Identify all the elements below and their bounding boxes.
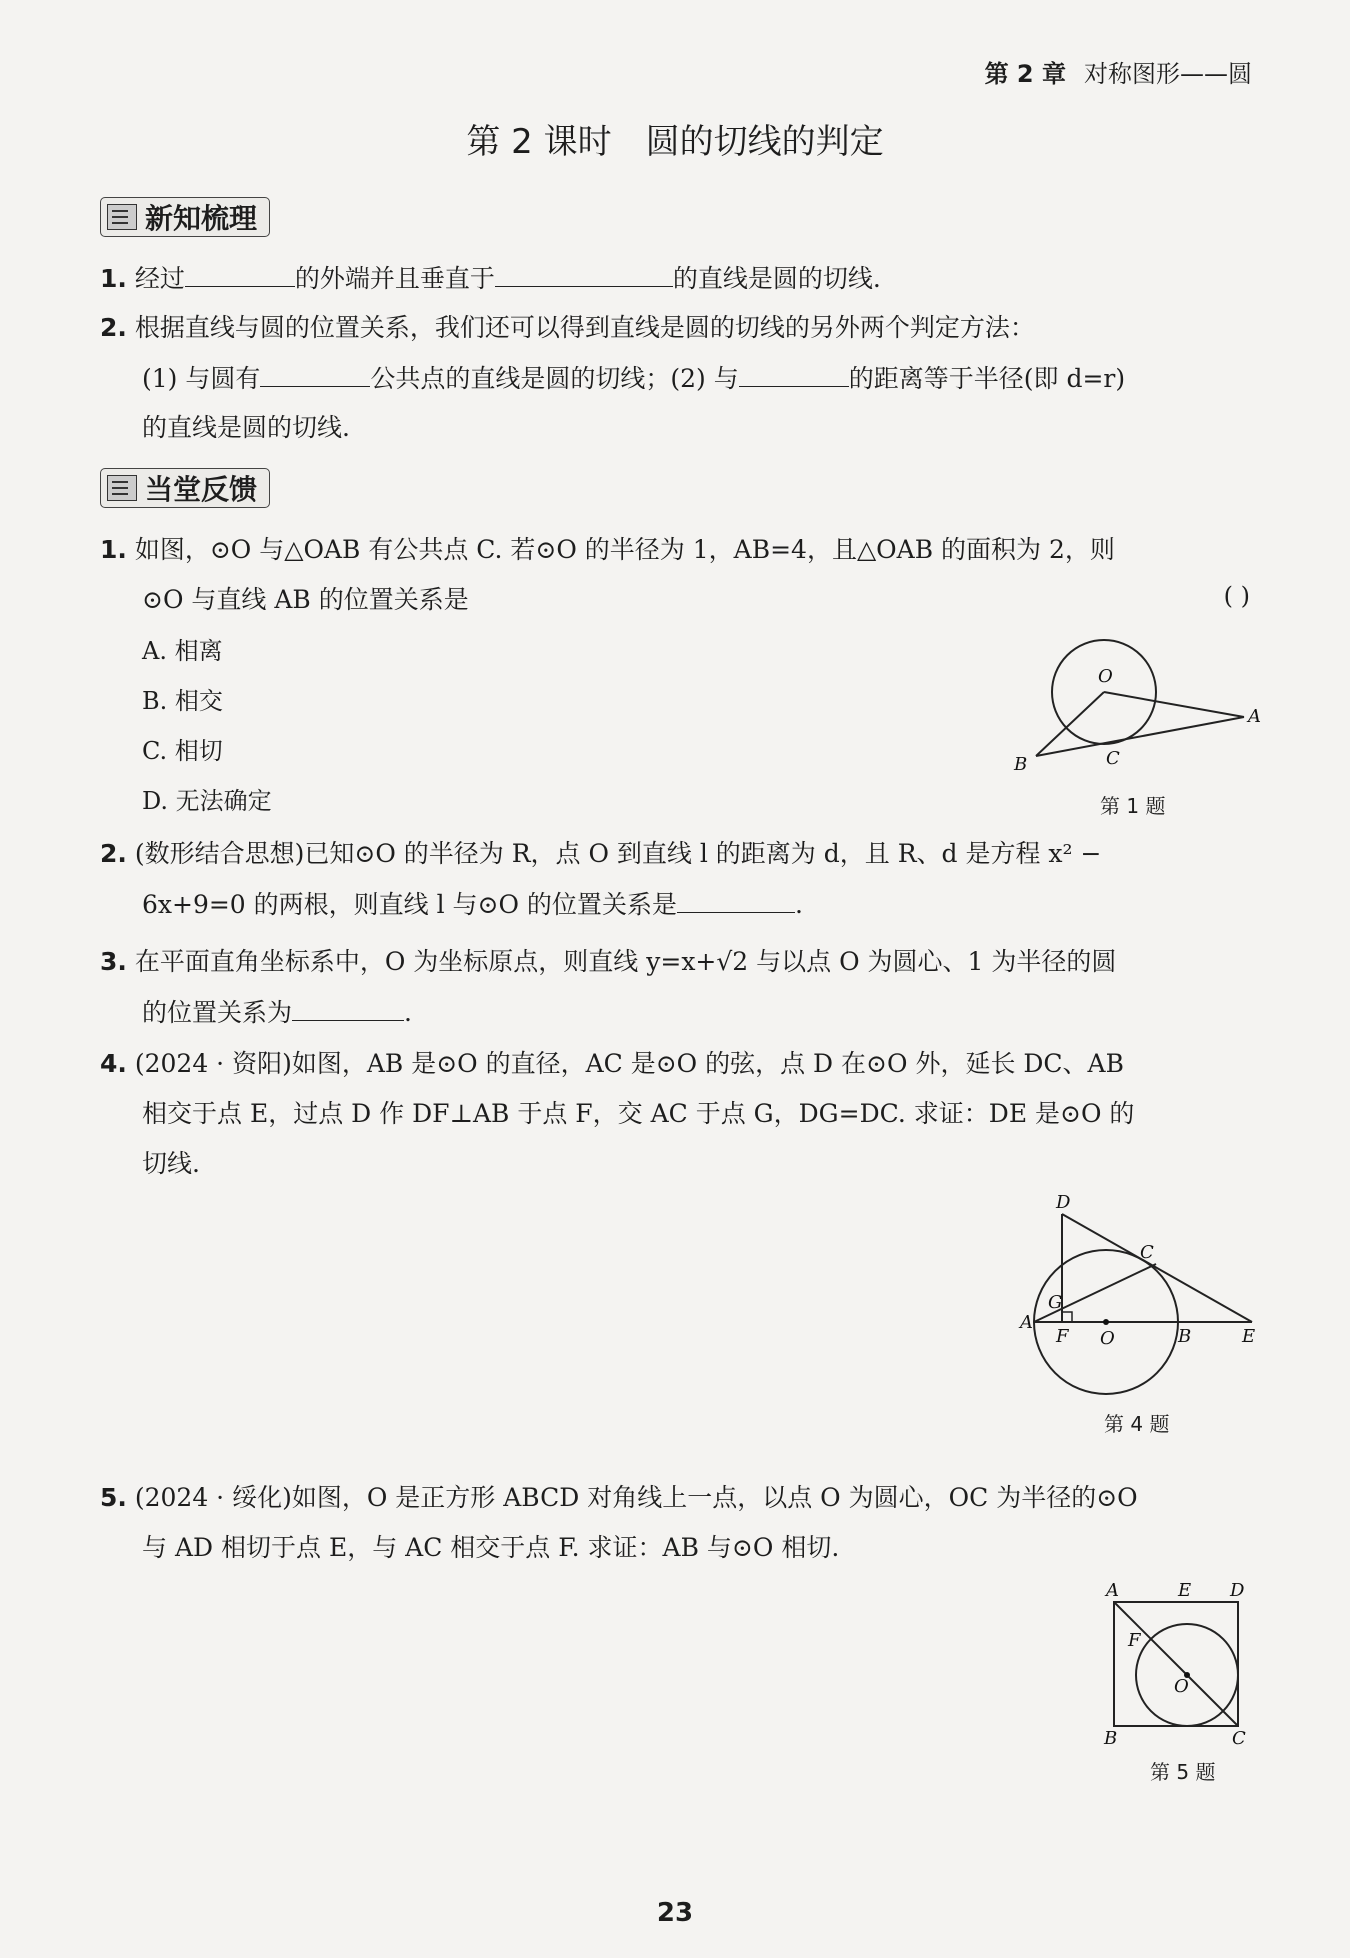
lesson-part: 第 2 课时 [466,122,612,162]
section-header-new-knowledge [100,197,270,237]
figure-1 [1000,630,1270,780]
label-b: B [1104,1728,1118,1749]
text: 6x+9=0 的两根，则直线 l 与⊙O 的位置关系是 [142,890,677,919]
label-o: O [1100,1328,1115,1349]
label-g: G [1048,1292,1063,1313]
chapter-label: 第 2 章 [984,60,1066,88]
text: 的位置关系为 [142,998,293,1027]
text: ⊙O 与直线 AB 的位置关系是 [142,585,469,614]
text: 经过 [134,264,185,293]
pencil-icon [107,475,137,501]
text: . [794,890,803,919]
text: 的直线是圆的切线. [672,264,881,293]
answer-blank[interactable] [260,360,370,387]
figure-4-caption: 第 4 题 [1104,1412,1170,1436]
answer-parentheses[interactable]: ( ) [1223,582,1250,610]
knowledge-q2-line3 [142,410,350,446]
knowledge-q2-line1 [100,310,1035,346]
exercise-q5-line1 [100,1480,1138,1516]
option-d[interactable]: D. 无法确定 [142,787,272,815]
exercise-q2-line1 [100,836,1101,872]
knowledge-q2-line2 [142,360,1125,397]
figure-4 [1010,1190,1270,1410]
label-e: E [1242,1326,1256,1347]
segment-de [1062,1214,1252,1322]
figure-5-caption: 第 5 题 [1150,1760,1216,1784]
lesson-title [0,114,1350,163]
exercise-q3-line2 [142,994,412,1031]
segment-ab [1036,717,1244,756]
text: 在平面直角坐标系中，O 为坐标原点，则直线 y=x+√2 与以点 O 为圆心、1 为半径的圆 [134,947,1117,976]
figure-5 [1090,1574,1270,1754]
text: 切线. [142,1149,200,1178]
label-d: D [1056,1192,1071,1213]
label-c: C [1106,748,1120,769]
exercise-q4-line2 [142,1096,1134,1132]
label-a: A [1020,1312,1033,1333]
segment-oa [1104,692,1244,717]
label-d: D [1230,1580,1245,1601]
text: 根据直线与圆的位置关系，我们还可以得到直线是圆的切线的另外两个判定方法： [134,313,1035,342]
section-header-feedback [100,468,270,508]
answer-blank[interactable] [495,260,673,287]
question-number: 2. [100,839,127,868]
label-a: A [1248,706,1261,727]
label-f: F [1056,1326,1069,1347]
label-o: O [1174,1676,1189,1697]
text: 的距离等于半径(即 d=r) [848,364,1126,393]
book-icon [107,204,137,230]
label-b: B [1014,754,1028,775]
exercise-q4-line1 [100,1046,1124,1082]
option-c[interactable]: C. 相切 [142,737,223,765]
label-e: E [1178,1580,1192,1601]
figure-1-caption: 第 1 题 [1100,794,1166,818]
question-number: 1. [100,264,127,293]
label-o: O [1098,666,1113,687]
exercise-q3-line1 [100,944,1116,980]
text: 的外端并且垂直于 [294,264,495,293]
label-b: B [1178,1326,1192,1347]
knowledge-q1 [100,260,881,297]
text: (1) 与圆有 [142,364,261,393]
section-label: 新知梳理 [145,202,258,235]
text: . [404,998,412,1027]
label-a: A [1106,1580,1119,1601]
exercise-q4-line3 [142,1146,200,1182]
text: 如图，⊙O 与△OAB 有公共点 C. 若⊙O 的半径为 1，AB=4，且△OAB 的面积为 2，则 [134,535,1115,564]
answer-blank[interactable] [292,994,404,1021]
option-b[interactable]: B. 相交 [142,687,223,715]
label-f: F [1128,1630,1141,1651]
segment-ob [1036,692,1104,756]
text: 公共点的直线是圆的切线；(2) 与 [370,364,739,393]
text: (数形结合思想)已知⊙O 的半径为 R，点 O 到直线 l 的距离为 d，且 R、d 是方程 x² − [134,839,1102,868]
option-a[interactable]: A. 相离 [142,637,223,665]
question-number: 3. [100,947,127,976]
right-angle-mark [1062,1312,1072,1322]
question-number: 5. [100,1483,127,1512]
chapter-topic: 对称图形——圆 [1084,60,1252,88]
exercise-q5-line2 [142,1530,839,1566]
center-dot [1103,1319,1109,1325]
lesson-name: 圆的切线的判定 [645,122,884,162]
question-number: 1. [100,535,127,564]
text: (2024 · 绥化)如图，O 是正方形 ABCD 对角线上一点，以点 O 为圆心，OC 为半径的⊙O [134,1483,1138,1512]
page-number: 23 [656,1898,694,1928]
answer-blank[interactable] [739,360,849,387]
running-header [985,54,1252,89]
question-number: 2. [100,313,127,342]
text: 相交于点 E，过点 D 作 DF⊥AB 于点 F，交 AC 于点 G，DG=DC. 求证：DE 是⊙O 的 [142,1099,1135,1128]
text: 的直线是圆的切线. [142,413,350,442]
text: (2024 · 资阳)如图，AB 是⊙O 的直径，AC 是⊙O 的弦，点 D 在⊙O 外，延长 DC、AB [134,1049,1124,1078]
exercise-q2-line2 [142,886,803,923]
exercise-q1-line1 [100,532,1115,568]
text: 与 AD 相切于点 E，与 AC 相交于点 F. 求证：AB 与⊙O 相切. [142,1533,840,1562]
answer-blank[interactable] [185,260,295,287]
section-label: 当堂反馈 [145,473,258,506]
label-c: C [1232,1728,1246,1749]
exercise-q1-line2 [142,582,469,618]
question-number: 4. [100,1049,127,1078]
answer-blank[interactable] [677,886,795,913]
label-c: C [1140,1242,1154,1263]
diagonal-ac [1114,1602,1238,1726]
